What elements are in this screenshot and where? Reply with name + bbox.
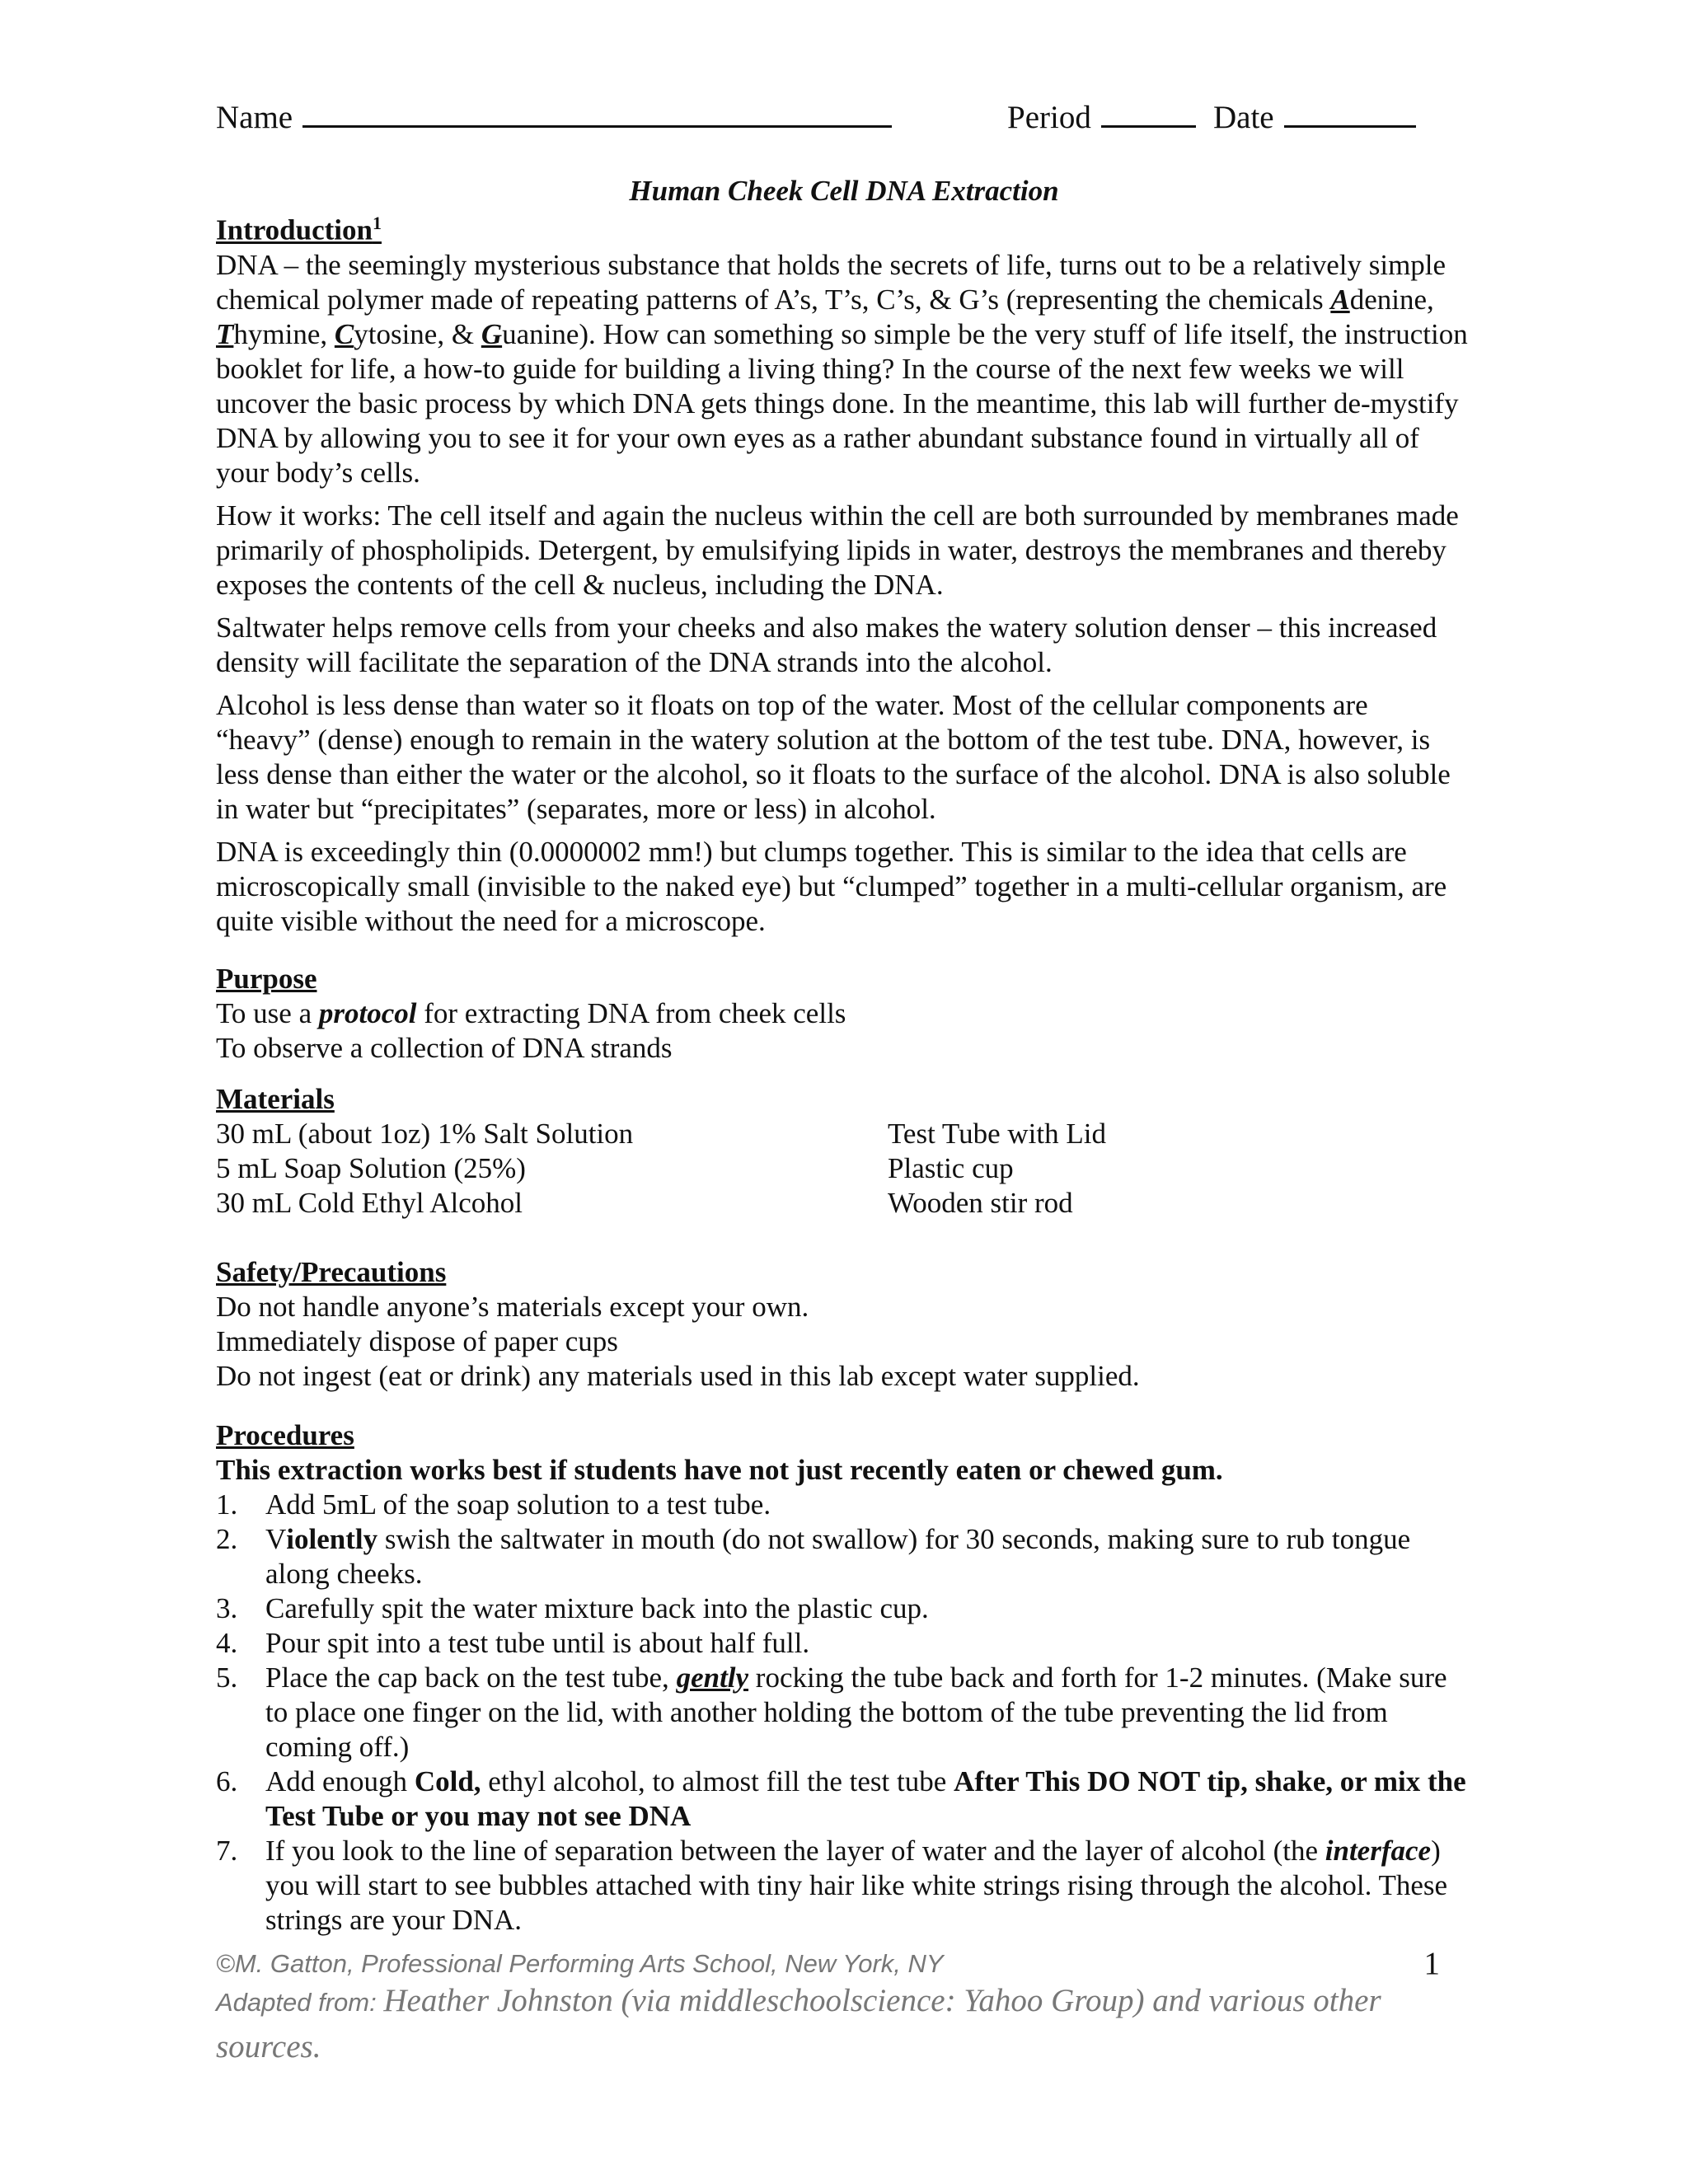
letter-t: T (216, 317, 234, 350)
document-title: Human Cheek Cell DNA Extraction (629, 175, 1059, 207)
intro-paragraph-4: Alcohol is less dense than water so it floats on top of the water. Most of the cellular components are “heavy” (dense) enough to remain in the watery solution at the bottom of the test tube. DNA, however, is less dense than either the water or the alcohol, so it floats to the surface of the alcohol. DNA is also soluble in water but “precipitates” (separates, more or less) in alcohol. (216, 688, 1451, 825)
step-text: ethyl alcohol, to almost fill the test tube (481, 1765, 954, 1797)
cytosine-suffix: ytosine, & (354, 317, 481, 350)
step-number: 7. (216, 1835, 238, 1867)
date-blank[interactable] (1284, 97, 1416, 128)
step-text: If you look to the line of separation between the layer of water and the layer of alcohol (the (265, 1835, 1325, 1867)
cold-emphasis: Cold, (414, 1765, 481, 1797)
intro-p1-text-b: uanine). How can something so simple be the very stuff of life itself, the instruction booklet for life, a how-to guide for building a living thing? In the course of the next few weeks we will uncover the basic process by which DNA gets things done. In the meantime, this lab will further de-mystify DNA by allowing you to see it for your own eyes as a rather abundant substance found in virtually all of your body’s cells. (216, 317, 1468, 489)
purpose-section (216, 962, 1469, 1066)
step-text: ) you will start to see bubbles attached with tiny hair like white strings rising through the alcohol. These strings are your DNA. (265, 1835, 1448, 1936)
intro-paragraph-1 (216, 248, 1469, 490)
material-item: 30 mL Cold Ethyl Alcohol (216, 1187, 523, 1219)
step-number: 3. (216, 1592, 238, 1624)
material-item: Test Tube with Lid (888, 1118, 1106, 1150)
step-number: 5. (216, 1661, 238, 1694)
step-text: Carefully spit the water mixture back into the plastic cup. (265, 1592, 929, 1624)
procedures-section (216, 1418, 1469, 1938)
step-number: 6. (216, 1765, 238, 1797)
procedure-step-5 (216, 1661, 1469, 1765)
page-footer (216, 1947, 1469, 2074)
procedure-step-1 (216, 1488, 1469, 1522)
footnote-mark: 1 (372, 213, 382, 233)
step-text: Place the cap back on the test tube, (265, 1661, 677, 1694)
procedure-step-3 (216, 1591, 1469, 1626)
material-item: Plastic cup (888, 1152, 1014, 1184)
purpose-line-2: To observe a collection of DNA strands (216, 1032, 673, 1064)
step-text: Pour spit into a test tube until is about half full. (265, 1627, 810, 1659)
period-blank[interactable] (1101, 97, 1196, 128)
material-item: Wooden stir rod (888, 1187, 1073, 1219)
adapted-label: Adapted from: (216, 1988, 384, 2017)
purpose-line-1 (216, 996, 1469, 1031)
purpose-l1-c: for extracting DNA from cheek cells (416, 997, 846, 1029)
safety-item: Do not handle anyone’s materials except your own. (216, 1291, 809, 1323)
safety-item: Immediately dispose of paper cups (216, 1325, 618, 1357)
procedure-step-4 (216, 1626, 1469, 1661)
name-field[interactable] (216, 97, 892, 136)
introduction-section (216, 206, 1469, 939)
step-number: 2. (216, 1523, 238, 1555)
materials-section (216, 1082, 1469, 1230)
letter-g: G (481, 317, 503, 350)
procedures-heading: Procedures (216, 1419, 354, 1451)
introduction-heading (216, 206, 1469, 248)
name-blank[interactable] (302, 97, 892, 128)
letter-c: C (334, 317, 354, 350)
letter-a: A (1330, 283, 1350, 316)
safety-section (216, 1255, 1469, 1394)
period-label: Period (1007, 100, 1091, 135)
procedure-step-2 (216, 1522, 1469, 1591)
intro-p1-text-a: DNA – the seemingly mysterious substance that holds the secrets of life, turns out to be a relatively simple chemical polymer made of repeating patterns of A’s, T’s, C’s, & G’s (representing the chemicals (216, 248, 1447, 316)
procedure-steps (216, 1488, 1469, 1938)
date-field[interactable] (1213, 97, 1416, 136)
warning-emphasis: After This DO NOT tip, shake, or mix the Test Tube or you may not see DNA (265, 1765, 1466, 1832)
step-text: rocking the tube back and forth for 1-2 minutes. (Make sure to place one finger on the lid, with another holding the bottom of the tube preventing the lid from coming off.) (265, 1661, 1447, 1763)
student-info-row (216, 97, 1469, 138)
procedures-note: This extraction works best if students have not just recently eaten or chewed gum. (216, 1454, 1223, 1486)
materials-right-column (888, 1117, 1106, 1221)
interface-term: interface (1325, 1835, 1432, 1867)
step-text: swish the saltwater in mouth (do not swallow) for 30 seconds, making sure to rub tongue along cheeks. (265, 1523, 1411, 1590)
intro-paragraph-2: How it works: The cell itself and again the nucleus within the cell are both surrounded by membranes made primarily of phospholipids. Detergent, by emulsifying lipids in water, destroys the membranes and thereby exposes the contents of the cell & nucleus, including the DNA. (216, 499, 1459, 601)
date-label: Date (1213, 100, 1274, 135)
safety-heading: Safety/Precautions (216, 1256, 447, 1288)
step-number: 1. (216, 1488, 238, 1521)
intro-paragraph-3: Saltwater helps remove cells from your cheeks and also makes the watery solution denser – this increased density will facilitate the separation of the DNA strands into the alcohol. (216, 611, 1437, 678)
purpose-l1-a: To use a (216, 997, 319, 1029)
purpose-heading: Purpose (216, 963, 317, 995)
step-text: Add 5mL of the soap solution to a test tube. (265, 1488, 771, 1521)
step-text: V (265, 1523, 287, 1555)
material-item: 30 mL (about 1oz) 1% Salt Solution (216, 1118, 634, 1150)
materials-heading: Materials (216, 1083, 335, 1115)
procedure-step-7 (216, 1834, 1469, 1938)
thymine-suffix: hymine, (233, 317, 335, 350)
intro-paragraph-5: DNA is exceedingly thin (0.0000002 mm!) but clumps together. This is similar to the idea that cells are microscopically small (invisible to the naked eye) but “clumped” together in a multi-cellular organism, are quite visible without the need for a microscope. (216, 835, 1447, 937)
material-item: 5 mL Soap Solution (25%) (216, 1152, 526, 1184)
procedure-step-6 (216, 1765, 1469, 1834)
gently-emphasis: gently (676, 1661, 749, 1694)
copyright-line (216, 1947, 1469, 1981)
step-number: 4. (216, 1627, 238, 1659)
name-label: Name (216, 100, 293, 135)
materials-left-column (216, 1117, 633, 1221)
safety-item: Do not ingest (eat or drink) any materials used in this lab except water supplied. (216, 1360, 1140, 1392)
introduction-heading-text: Introduction (216, 213, 373, 246)
page-number: 1 (1423, 1946, 1440, 1981)
adapted-source: Heather Johnston (via middleschoolscience: Yahoo Group) and various other sources. (216, 1983, 1381, 2064)
copyright-text: ©M. Gatton, Professional Performing Arts School, New York, NY (216, 1949, 944, 1978)
step-text: Add enough (265, 1765, 415, 1797)
adenine-suffix: denine, (1349, 283, 1434, 316)
adapted-from-line (216, 1981, 1469, 2074)
protocol-term: protocol (318, 997, 417, 1029)
violently-emphasis: iolently (286, 1523, 378, 1555)
period-field[interactable] (1007, 97, 1196, 136)
